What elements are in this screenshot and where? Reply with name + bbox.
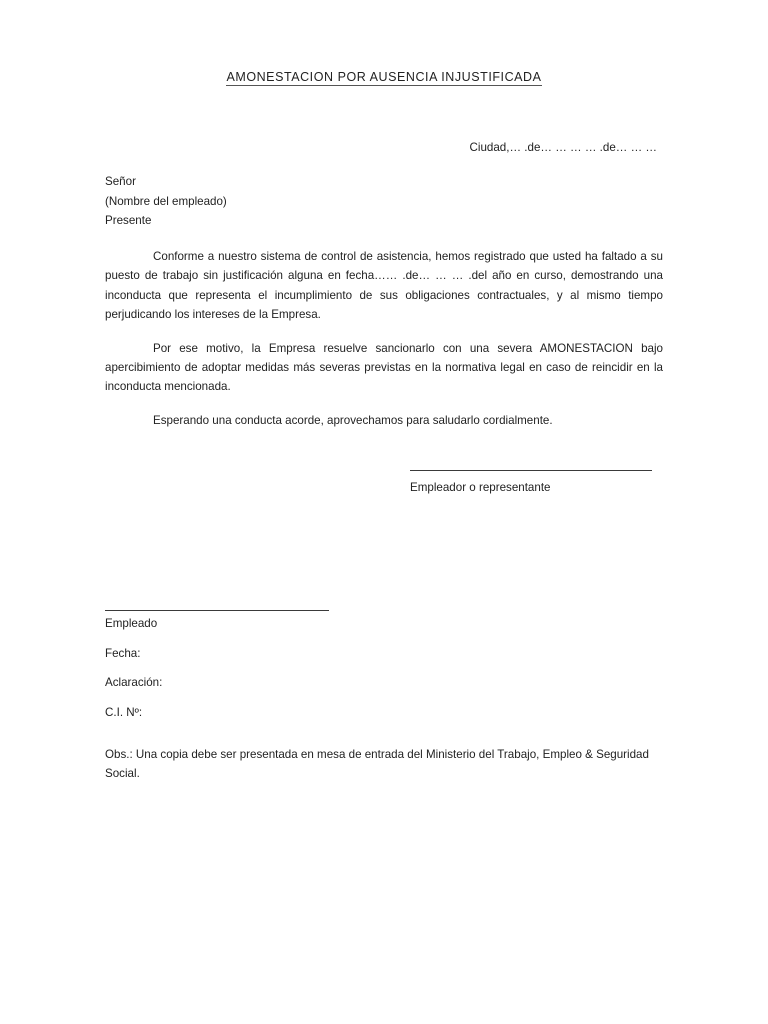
employee-field-ci-numero: C.I. Nº: xyxy=(105,705,143,719)
body-paragraph-3: Esperando una conducta acorde, aprovechamos para saludarlo cordialmente. xyxy=(153,413,553,427)
employee-field-aclaracion: Aclaración: xyxy=(105,676,163,689)
employee-signature-line xyxy=(105,610,329,611)
city-date-line: Ciudad,… .de… … … … .de… … … xyxy=(469,141,657,154)
title-row xyxy=(0,68,768,86)
addressee-salutation: Señor xyxy=(105,175,136,188)
letter-body xyxy=(105,247,663,430)
employee-signature-block xyxy=(105,610,329,611)
employer-signature-block xyxy=(410,470,652,494)
addressee-delivery: Presente xyxy=(105,214,152,227)
employer-signature-caption: Empleador o representante xyxy=(410,481,551,494)
employee-signature-caption: Empleado xyxy=(105,617,158,630)
body-paragraph-2: Por ese motivo, la Empresa resuelve sancionarlo con una severa AMONESTACION bajo apercibimiento de adoptar medidas más severas previstas en la normativa legal en caso de reincidir en la inconducta mencionada. xyxy=(105,341,663,394)
addressee-name-placeholder: (Nombre del empleado) xyxy=(105,194,227,208)
employer-signature-line xyxy=(410,470,652,471)
body-paragraph-1: Conforme a nuestro sistema de control de asistencia, hemos registrado que usted ha faltado a su puesto de trabajo sin justificación alguna en fecha…… .de… … … .del año en curso, demostrando una inconducta que representa el incumplimiento de sus obligaciones contractuales, y al mismo tiempo perjudicando los intereses de la Empresa. xyxy=(105,250,663,322)
employee-field-fecha: Fecha: xyxy=(105,646,141,660)
observation-note: Obs.: Una copia debe ser presentada en mesa de entrada del Ministerio del Trabajo, Empleo & Seguridad Social. xyxy=(105,748,649,781)
page-title: AMONESTACION POR AUSENCIA INJUSTIFICADA xyxy=(226,70,542,84)
addressee-block xyxy=(105,172,227,231)
employee-fields-block xyxy=(105,617,162,720)
